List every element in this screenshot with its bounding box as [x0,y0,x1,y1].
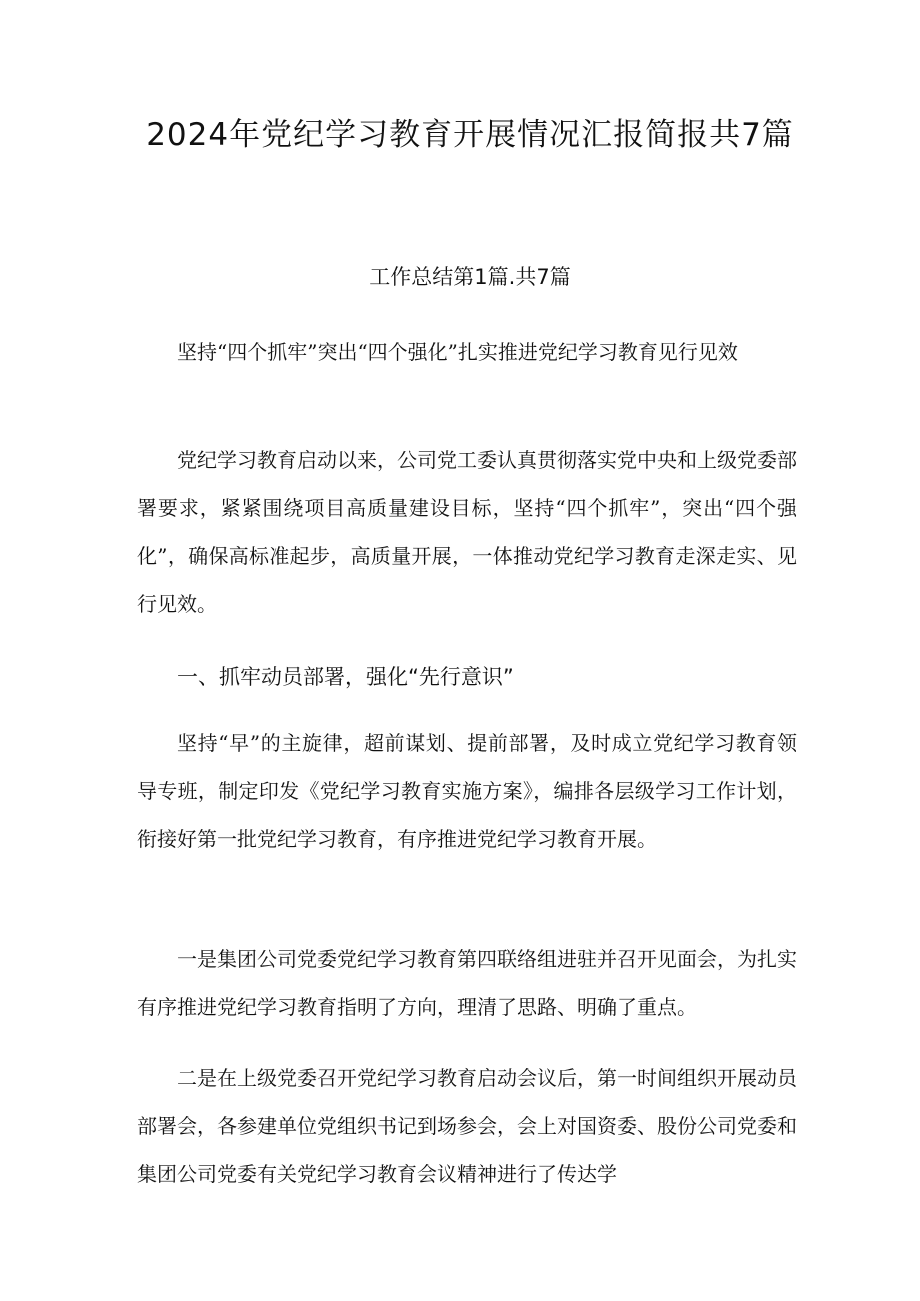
document-title: 2024年党纪学习教育开展情况汇报简报共7篇 [146,117,794,153]
section-heading: 一、抓牢动员部署，强化“先行意识” [177,665,514,689]
paragraph-lead: 坚持“四个抓牢”突出“四个强化”扎实推进党纪学习教育见行见效 [177,340,738,364]
document-subtitle: 工作总结第1篇.共7篇 [369,265,571,289]
section-paragraph: 二是在上级党委召开党纪学习教育启动会议后，第一时间组织开展动员部署会，各参建单位党组织书记到场参会，会上对国资委、股份公司党委和集团公司党委有关党纪学习教育会议精神进行了传达学 [137,1066,797,1186]
section-paragraph: 一是集团公司党委党纪学习教育第四联络组进驻并召开见面会，为扎实有序推进党纪学习教育指明了方向，理清了思路、明确了重点。 [137,947,797,1019]
paragraph-intro: 党纪学习教育启动以来，公司党工委认真贯彻落实党中央和上级党委部署要求，紧紧围绕项目高质量建设目标，坚持“四个抓牢”，突出“四个强化”，确保高标准起步，高质量开展，一体推动党纪学习教育走深走实、见行见效。 [137,448,797,616]
section-paragraph: 坚持“早”的主旋律，超前谋划、提前部署，及时成立党纪学习教育领导专班，制定印发《党纪学习教育实施方案》，编排各层级学习工作计划，衔接好第一批党纪学习教育，有序推进党纪学习教育开展。 [137,731,797,851]
